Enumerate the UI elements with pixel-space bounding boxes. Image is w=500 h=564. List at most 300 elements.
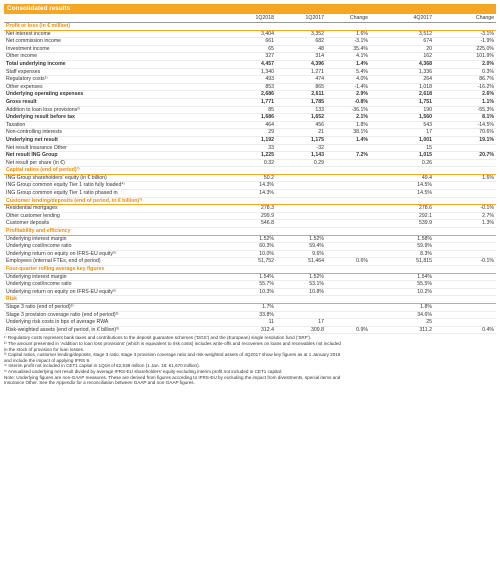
value-cell: 474	[276, 76, 326, 84]
section-header-row	[4, 266, 496, 274]
value-cell: 10.8%	[276, 288, 326, 296]
value-cell: 464	[218, 121, 276, 129]
row-label: Net commission income	[4, 38, 218, 46]
table-row	[4, 53, 496, 61]
value-cell: 493	[218, 76, 276, 84]
value-cell: 1,192	[218, 136, 276, 144]
table-row	[4, 152, 496, 160]
row-label: Other expenses	[4, 83, 218, 91]
value-cell: 2.7%	[434, 212, 496, 220]
table-row	[4, 250, 496, 258]
table-row	[4, 212, 496, 220]
value-cell	[434, 167, 496, 175]
section-header-row	[4, 23, 496, 31]
footnotes	[4, 335, 494, 385]
value-cell: -3.1%	[326, 38, 370, 46]
value-cell	[370, 167, 434, 175]
value-cell: 1,015	[370, 152, 434, 160]
value-cell	[434, 159, 496, 167]
value-cell: 1.54%	[370, 273, 434, 281]
value-cell	[276, 220, 326, 228]
value-cell	[434, 23, 496, 31]
value-cell: 0.26	[370, 159, 434, 167]
value-cell: 3,404	[218, 30, 276, 38]
value-cell: 35.4%	[326, 45, 370, 53]
value-cell: 2,611	[276, 91, 326, 99]
table-row	[4, 114, 496, 122]
value-cell	[276, 197, 326, 205]
value-cell: -36.1%	[326, 106, 370, 114]
value-cell	[434, 296, 496, 304]
value-cell: 1.6%	[326, 30, 370, 38]
value-cell	[326, 273, 370, 281]
value-cell	[326, 228, 370, 236]
value-cell: 14.5%	[370, 190, 434, 198]
consolidated-results-panel	[4, 4, 496, 386]
value-cell: 133	[276, 106, 326, 114]
row-label: Risk-weighted assets (end of period, in € billion)³⁾	[4, 326, 218, 334]
value-cell	[276, 228, 326, 236]
value-cell	[218, 266, 276, 274]
row-label: Net result Insurance Other	[4, 144, 218, 152]
value-cell	[326, 23, 370, 31]
value-cell	[326, 190, 370, 198]
section-header-row	[4, 197, 496, 205]
table-row	[4, 258, 496, 266]
row-label: Net result per share (in €)	[4, 159, 218, 167]
footnote: and include the impact of applying IFRS 9.	[4, 357, 91, 363]
value-cell	[326, 243, 370, 251]
row-label: Stage 3 ratio (end of period)³⁾	[4, 303, 218, 311]
table-title: Consolidated results	[4, 4, 496, 14]
table-row	[4, 235, 496, 243]
value-cell	[326, 319, 370, 327]
value-cell: 1,271	[276, 68, 326, 76]
value-cell	[276, 303, 326, 311]
value-cell: 33.8%	[218, 311, 276, 319]
value-cell: 55.5%	[370, 281, 434, 289]
value-cell: 1,686	[218, 114, 276, 122]
value-cell	[370, 266, 434, 274]
value-cell	[326, 250, 370, 258]
value-cell	[434, 190, 496, 198]
value-cell: -1.9%	[434, 38, 496, 46]
table-row	[4, 220, 496, 228]
value-cell	[434, 235, 496, 243]
value-cell: 17	[370, 129, 434, 137]
value-cell: 1.52%	[218, 235, 276, 243]
value-cell: 4.1%	[326, 53, 370, 61]
table-row	[4, 98, 496, 106]
value-cell	[326, 167, 370, 175]
value-cell: 327	[218, 53, 276, 61]
value-cell	[434, 303, 496, 311]
value-cell	[276, 182, 326, 190]
value-cell: 1.52%	[276, 235, 326, 243]
value-cell: -0.8%	[326, 98, 370, 106]
value-cell: 1.8%	[326, 121, 370, 129]
value-cell: 190	[370, 106, 434, 114]
value-cell: -55.3%	[434, 106, 496, 114]
value-cell	[326, 205, 370, 213]
table-row	[4, 243, 496, 251]
value-cell: 0.3%	[434, 68, 496, 76]
row-label: Capital ratios (end of period)³⁾	[4, 167, 218, 175]
row-label: Underlying interest margin	[4, 273, 218, 281]
value-cell: 70.6%	[434, 129, 496, 137]
value-cell	[218, 23, 276, 31]
value-cell: 309.8	[276, 326, 326, 334]
value-cell: 314	[276, 53, 326, 61]
value-cell: 11	[218, 319, 276, 327]
value-cell: -16.2%	[434, 83, 496, 91]
value-cell: 1.4%	[326, 60, 370, 68]
value-cell	[218, 296, 276, 304]
value-cell: 1.58%	[370, 235, 434, 243]
value-cell	[434, 197, 496, 205]
value-cell: 0.6%	[326, 258, 370, 266]
row-label: Underlying interest margin	[4, 235, 218, 243]
value-cell: 1.7%	[218, 303, 276, 311]
table-row	[4, 190, 496, 198]
value-cell: -0.1%	[434, 258, 496, 266]
section-header-row	[4, 296, 496, 304]
value-cell: 10.2%	[370, 288, 434, 296]
value-cell: 86.7%	[434, 76, 496, 84]
table-body	[4, 23, 496, 334]
value-cell: 1,340	[218, 68, 276, 76]
row-label: Underlying return on equity on IFRS-EU equity⁵⁾	[4, 288, 218, 296]
section-header-row	[4, 167, 496, 175]
value-cell	[326, 197, 370, 205]
header-row	[4, 14, 496, 23]
value-cell: 865	[276, 83, 326, 91]
value-cell: 0.9%	[326, 326, 370, 334]
value-cell: 1,018	[370, 83, 434, 91]
value-cell	[370, 197, 434, 205]
value-cell: 14.3%	[218, 182, 276, 190]
row-label: Underlying cost/income ratio	[4, 281, 218, 289]
value-cell: 65	[218, 45, 276, 53]
table-row	[4, 281, 496, 289]
row-label: Underlying net result	[4, 136, 218, 144]
value-cell: 60.3%	[218, 243, 276, 251]
footnote: in the stock of provision for loan losses.	[4, 346, 85, 352]
value-cell: 51,464	[276, 258, 326, 266]
value-cell: 53.1%	[276, 281, 326, 289]
row-label: Other customer lending	[4, 212, 218, 220]
value-cell: 1,175	[276, 136, 326, 144]
row-label: Four-quarter rolling average key figures	[4, 266, 218, 274]
value-cell: 4,457	[218, 60, 276, 68]
value-cell: 59.4%	[276, 243, 326, 251]
row-label: Net result ING Group	[4, 152, 218, 160]
value-cell: 10.3%	[218, 288, 276, 296]
value-cell: 7.2%	[326, 152, 370, 160]
value-cell: 292.1	[370, 212, 434, 220]
row-label: Taxation	[4, 121, 218, 129]
value-cell: 1,001	[370, 136, 434, 144]
value-cell	[326, 303, 370, 311]
table-row	[4, 60, 496, 68]
value-cell	[434, 144, 496, 152]
value-cell: 2.9%	[326, 91, 370, 99]
value-cell: 2,686	[218, 91, 276, 99]
value-cell	[434, 243, 496, 251]
value-cell: 33	[218, 144, 276, 152]
value-cell	[370, 296, 434, 304]
row-label: Customer lending/deposits (end of period, in € billion)³⁾	[4, 197, 218, 205]
value-cell	[370, 23, 434, 31]
results-table	[4, 14, 496, 334]
footnote: ²⁾ The amount presented in 'Addition to loan loss provisions' (which is equivalent to risk costs) includes write-offs and recoveries on loans and receivables not included	[4, 340, 341, 346]
value-cell: 1,336	[370, 68, 434, 76]
footnote: Note: Underlying figures are non-GAAP measures. These are derived from figures according to IFRS-EU by excluding the impact from divestments, special items and	[4, 374, 341, 380]
value-cell: 661	[218, 38, 276, 46]
value-cell	[218, 197, 276, 205]
value-cell: 1.54%	[218, 273, 276, 281]
row-label: Total underlying income	[4, 60, 218, 68]
value-cell: -3.1%	[434, 30, 496, 38]
value-cell	[326, 212, 370, 220]
row-label: Underlying risk costs in bps of average RWA	[4, 319, 218, 327]
value-cell: 674	[370, 38, 434, 46]
value-cell	[276, 205, 326, 213]
value-cell: 3,352	[276, 30, 326, 38]
row-label: Regulatory costs¹⁾	[4, 76, 218, 84]
row-label: Profitability and efficiency	[4, 228, 218, 236]
table-row	[4, 76, 496, 84]
value-cell: 8.1%	[434, 114, 496, 122]
value-cell	[276, 212, 326, 220]
row-label: Profit or loss (in € million)	[4, 23, 218, 31]
value-cell: 1,751	[370, 98, 434, 106]
value-cell: 162	[370, 53, 434, 61]
value-cell: 1.4%	[326, 136, 370, 144]
value-cell: 264	[370, 76, 434, 84]
value-cell	[276, 23, 326, 31]
value-cell: 2.1%	[326, 114, 370, 122]
value-cell: -32	[276, 144, 326, 152]
value-cell: 0.29	[276, 159, 326, 167]
value-cell: 3,512	[370, 30, 434, 38]
value-cell: 9.6%	[276, 250, 326, 258]
value-cell: 101.9%	[434, 53, 496, 61]
value-cell: 1,652	[276, 114, 326, 122]
footnote: Insurance Other. See the Appendix for a reconciliation between GAAP and non-GAAP figures.	[4, 380, 195, 386]
value-cell	[276, 190, 326, 198]
value-cell	[276, 311, 326, 319]
value-cell: 2.6%	[434, 91, 496, 99]
value-cell: 1,785	[276, 98, 326, 106]
value-cell: 1.3%	[434, 220, 496, 228]
value-cell	[434, 281, 496, 289]
row-label: Gross result	[4, 98, 218, 106]
value-cell	[276, 167, 326, 175]
value-cell: 38.1%	[326, 129, 370, 137]
value-cell: 17	[276, 319, 326, 327]
table-row	[4, 144, 496, 152]
value-cell	[326, 182, 370, 190]
table-row	[4, 205, 496, 213]
value-cell: 853	[218, 83, 276, 91]
row-label: Non-controlling interests	[4, 129, 218, 137]
value-cell: 85	[218, 106, 276, 114]
value-cell: 1.52%	[276, 273, 326, 281]
value-cell	[326, 266, 370, 274]
row-label: Risk	[4, 296, 218, 304]
row-label: Underlying result before tax	[4, 114, 218, 122]
value-cell	[276, 296, 326, 304]
value-cell	[434, 311, 496, 319]
row-label: Underlying cost/income ratio	[4, 243, 218, 251]
value-cell: 34.6%	[370, 311, 434, 319]
row-label: Underlying return on equity on IFRS-EU equity⁵⁾	[4, 250, 218, 258]
value-cell: 1,225	[218, 152, 276, 160]
value-cell: 278.3	[218, 205, 276, 213]
value-cell: 312.4	[218, 326, 276, 334]
row-label: ING Group common equity Tier 1 ratio fully loaded⁴⁾	[4, 182, 218, 190]
header-cell: Change	[434, 14, 496, 23]
row-label: Stage 3 provision coverage ratio (end of period)³⁾	[4, 311, 218, 319]
value-cell: 20.7%	[434, 152, 496, 160]
value-cell: -0.1%	[434, 205, 496, 213]
value-cell: 4.0%	[326, 76, 370, 84]
table-row	[4, 45, 496, 53]
value-cell	[218, 167, 276, 175]
table-row	[4, 30, 496, 38]
table-row	[4, 303, 496, 311]
table-row	[4, 121, 496, 129]
row-label: Underlying operating expenses	[4, 91, 218, 99]
value-cell	[326, 281, 370, 289]
value-cell	[326, 311, 370, 319]
table-row	[4, 129, 496, 137]
table-row	[4, 288, 496, 296]
header-cell: 4Q2017	[370, 14, 434, 23]
table-row	[4, 182, 496, 190]
value-cell: 5.4%	[326, 68, 370, 76]
value-cell: 29	[218, 129, 276, 137]
row-label: Staff expenses	[4, 68, 218, 76]
value-cell: 299.9	[218, 212, 276, 220]
table-row	[4, 106, 496, 114]
value-cell	[434, 319, 496, 327]
table-row	[4, 68, 496, 76]
value-cell: 1.1%	[434, 98, 496, 106]
value-cell: 2,618	[370, 91, 434, 99]
row-label: Employees (internal FTEs, end of period)	[4, 258, 218, 266]
value-cell: 10.0%	[218, 250, 276, 258]
value-cell: 2.0%	[434, 60, 496, 68]
value-cell: 59.9%	[370, 243, 434, 251]
footnote: ¹⁾ Regulatory costs represent bank taxes and contributions to the deposit guarantee schemes ('DGS') and the (European) single resolution fund ('SRF').	[4, 335, 312, 341]
table-row	[4, 326, 496, 334]
table-row	[4, 159, 496, 167]
value-cell	[326, 235, 370, 243]
value-cell: 543	[370, 121, 434, 129]
table-row	[4, 319, 496, 327]
value-cell: 539.9	[370, 220, 434, 228]
value-cell: 0.32	[218, 159, 276, 167]
value-cell: 21	[276, 129, 326, 137]
value-cell: 4,368	[370, 60, 434, 68]
value-cell: 1,560	[370, 114, 434, 122]
row-label: Investment income	[4, 45, 218, 53]
value-cell: 8.3%	[370, 250, 434, 258]
header-cell	[4, 14, 218, 23]
table-row	[4, 273, 496, 281]
value-cell	[276, 174, 326, 182]
footnote: ³⁾ Capital ratios, customer lending/deposits, stage 3 ratio, stage 3 provision coverage ratio and risk-weighted assets of 4Q2017 show key figures as at 1 January 2018	[4, 352, 341, 358]
value-cell: 51,752	[218, 258, 276, 266]
value-cell: 1.8%	[370, 303, 434, 311]
value-cell: 48	[276, 45, 326, 53]
value-cell	[434, 250, 496, 258]
value-cell	[326, 288, 370, 296]
value-cell: 14.5%	[370, 182, 434, 190]
value-cell: 1,771	[218, 98, 276, 106]
value-cell: 311.2	[370, 326, 434, 334]
row-label: Net interest income	[4, 30, 218, 38]
value-cell: 1.6%	[434, 174, 496, 182]
value-cell: 49.4	[370, 174, 434, 182]
table-row	[4, 311, 496, 319]
value-cell: -14.5%	[434, 121, 496, 129]
row-label: ING Group common equity Tier 1 ratio phased in	[4, 190, 218, 198]
value-cell: 546.8	[218, 220, 276, 228]
value-cell	[326, 174, 370, 182]
value-cell	[326, 220, 370, 228]
value-cell	[276, 266, 326, 274]
table-row	[4, 136, 496, 144]
value-cell: 25	[370, 319, 434, 327]
row-label: ING Group shareholders' equity (in € billion)	[4, 174, 218, 182]
header-cell: Change	[326, 14, 370, 23]
value-cell: 0.4%	[434, 326, 496, 334]
value-cell: 15	[370, 144, 434, 152]
footnote: ⁵⁾ Annualised underlying net result divided by average IFRS-EU shareholders' equity excluding interim profit not included in CET1 capital.	[4, 368, 283, 374]
row-label: Customer deposits	[4, 220, 218, 228]
value-cell: 19.1%	[434, 136, 496, 144]
row-label: Residential mortgages	[4, 205, 218, 213]
value-cell: 4,396	[276, 60, 326, 68]
value-cell	[326, 296, 370, 304]
value-cell: 225.0%	[434, 45, 496, 53]
value-cell	[218, 228, 276, 236]
table-row	[4, 174, 496, 182]
value-cell: -1.4%	[326, 83, 370, 91]
value-cell: 1,143	[276, 152, 326, 160]
table-row	[4, 38, 496, 46]
value-cell	[434, 266, 496, 274]
table-row	[4, 83, 496, 91]
value-cell: 55.7%	[218, 281, 276, 289]
header-cell: 1Q2018	[218, 14, 276, 23]
value-cell	[434, 182, 496, 190]
footnote: ⁴⁾ Interim profit not included in CET1 capital in 1Q18 of €2,538 million (1 Jan. 18: €1,670 million).	[4, 363, 200, 369]
value-cell: 51,815	[370, 258, 434, 266]
value-cell: 50.2	[218, 174, 276, 182]
row-label: Other income	[4, 53, 218, 61]
table-row	[4, 91, 496, 99]
value-cell	[434, 273, 496, 281]
value-cell	[326, 159, 370, 167]
row-label: Addition to loan loss provisions²⁾	[4, 106, 218, 114]
value-cell	[326, 144, 370, 152]
value-cell	[434, 228, 496, 236]
header-cell: 1Q2017	[276, 14, 326, 23]
